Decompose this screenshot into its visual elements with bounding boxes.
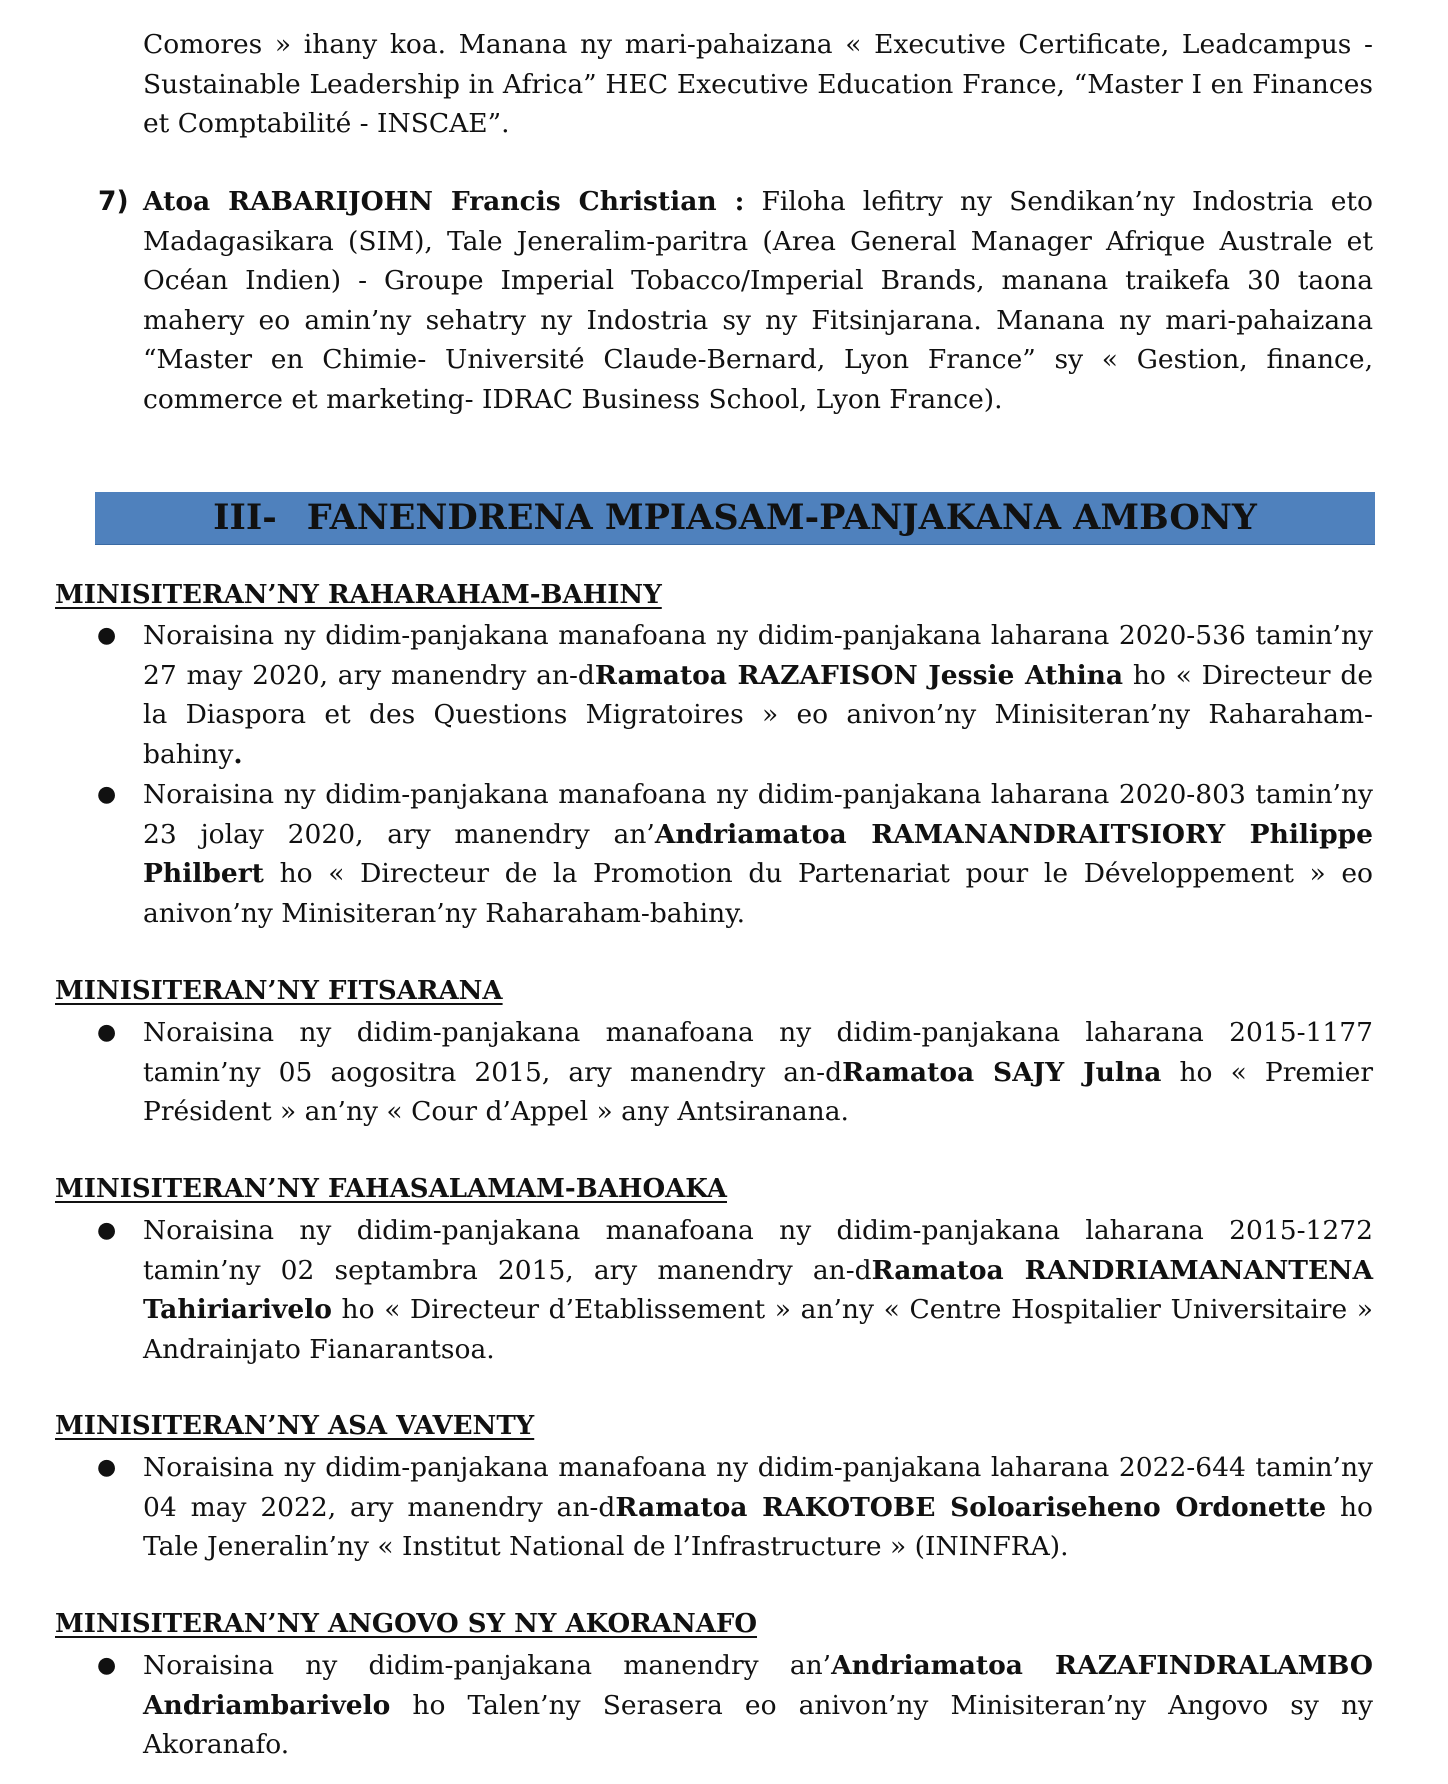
list-item: ● Noraisina ny didim-panjakana manafoana ny didim-panjakana laharana 2022-644 tamin’ny 04 may 2022, ary manendry an-dRamatoa RAKOTOBE Soloariseheno Ordonette ho Tale Jeneralin’ny « Institut National de l’Infrastructure » (ININFRA). [143,1448,1373,1567]
bullet-icon: ● [97,1218,117,1243]
appointee-name: Ramatoa SAJY Julna [842,1056,1162,1088]
intro-paragraph [143,25,1373,144]
section-heading: MINISITERAN’NY ASA VAVENTY [55,1411,535,1441]
intro-text: Comores » ihany koa. Manana ny mari-pahaizana « Executive Certificate, Leadcampus - Sustainable Leadership in Africa” HEC Executive Education France, “Master I en Finances et Comptabilité - INSCAE”. [143,29,1373,139]
bullet-icon: ● [97,1455,117,1480]
list-item: ● Noraisina ny didim-panjakana manafoana ny didim-panjakana laharana 2015-1272 tamin’ny 02 septambra 2015, ary manendry an-dRamatoa RANDRIAMANANTENA Tahiriarivelo ho « Directeur d’Etablissement » an’ny « Centre Hospitalier Universitaire » Andrainjato Fianarantsoa. [143,1211,1373,1369]
appointee-name: Andriamatoa RAMANANDRAITSIORY Philippe Philbert [143,818,1373,889]
list-item: ● Noraisina ny didim-panjakana manendry an’Andriamatoa RAZAFINDRALAMBO Andriambarivelo ho Talen’ny Serasera eo anivon’ny Minisiteran’ny Angovo sy ny Akoranafo. [143,1646,1373,1765]
bullet-icon: ● [97,1653,117,1678]
section-heading: MINISITERAN’NY ANGOVO SY NY AKORANAFO [55,1609,758,1639]
appointee-name: Ramatoa RAKOTOBE Soloariseheno Ordonette [615,1491,1327,1523]
list-item: ● Noraisina ny didim-panjakana manafoana ny didim-panjakana laharana 2020-536 tamin’ny 27 may 2020, ary manendry an-dRamatoa RAZAFISON Jessie Athina ho « Directeur de la Diaspora et des Questions Migratoires » eo anivon’ny Minisiteran’ny Raharaham-bahiny. [143,616,1373,774]
banner-numeral: III- [213,497,277,538]
item-7-paragraph [143,182,1373,419]
bullet-icon: ● [97,782,117,807]
appointee-name: Ramatoa RAZAFISON Jessie Athina [594,659,1124,691]
list-item: ● Noraisina ny didim-panjakana manafoana ny didim-panjakana laharana 2015-1177 tamin’ny 05 aogositra 2015, ary manendry an-dRamatoa SAJY Julna ho « Premier Président » an’ny « Cour d’Appel » any Antsiranana. [143,1013,1373,1132]
item-7-name: Atoa RABARIJOHN Francis Christian : [143,186,745,217]
bullet-icon: ● [97,1020,117,1045]
item-number: 7) [98,186,129,217]
bullet-icon: ● [97,623,117,648]
appointee-name: Ramatoa RANDRIAMANANTENA Tahiriarivelo [143,1254,1373,1325]
banner-title: FANENDRENA MPIASAM-PANJAKANA AMBONY [306,497,1257,538]
section-heading: MINISITERAN’NY FAHASALAMAM-BAHOAKA [55,1174,727,1204]
section-heading: MINISITERAN’NY RAHARAHAM-BAHINY [55,580,662,610]
appointee-name: Andriamatoa RAZAFINDRALAMBO Andriambarivelo [143,1650,1373,1721]
list-item: ● Noraisina ny didim-panjakana manafoana ny didim-panjakana laharana 2020-803 tamin’ny 23 jolay 2020, ary manendry an’Andriamatoa RAMANANDRAITSIORY Philippe Philbert ho « Directeur de la Promotion du Partenariat pour le Développement » eo anivon’ny Minisiteran’ny Raharaham-bahiny. [143,775,1373,933]
item-7-text: Filoha lefitry ny Sendikan’ny Indostria eto Madagasikara (SIM), Tale Jeneralim-paritra (Area General Manager Afrique Australe et Océan Indien) - Groupe Imperial Tobacco/Imperial Brands, manana traikefa 30 taona mahery eo amin’ny sehatry ny Indostria sy ny Fitsinjarana. Manana ny mari-pahaizana “Master en Chimie- Université Claude-Bernard, Lyon France” sy « Gestion, finance, commerce et marketing- IDRAC Business School, Lyon France). [143,186,1373,415]
section-banner [95,492,1375,545]
section-heading: MINISITERAN’NY FITSARANA [55,976,503,1006]
